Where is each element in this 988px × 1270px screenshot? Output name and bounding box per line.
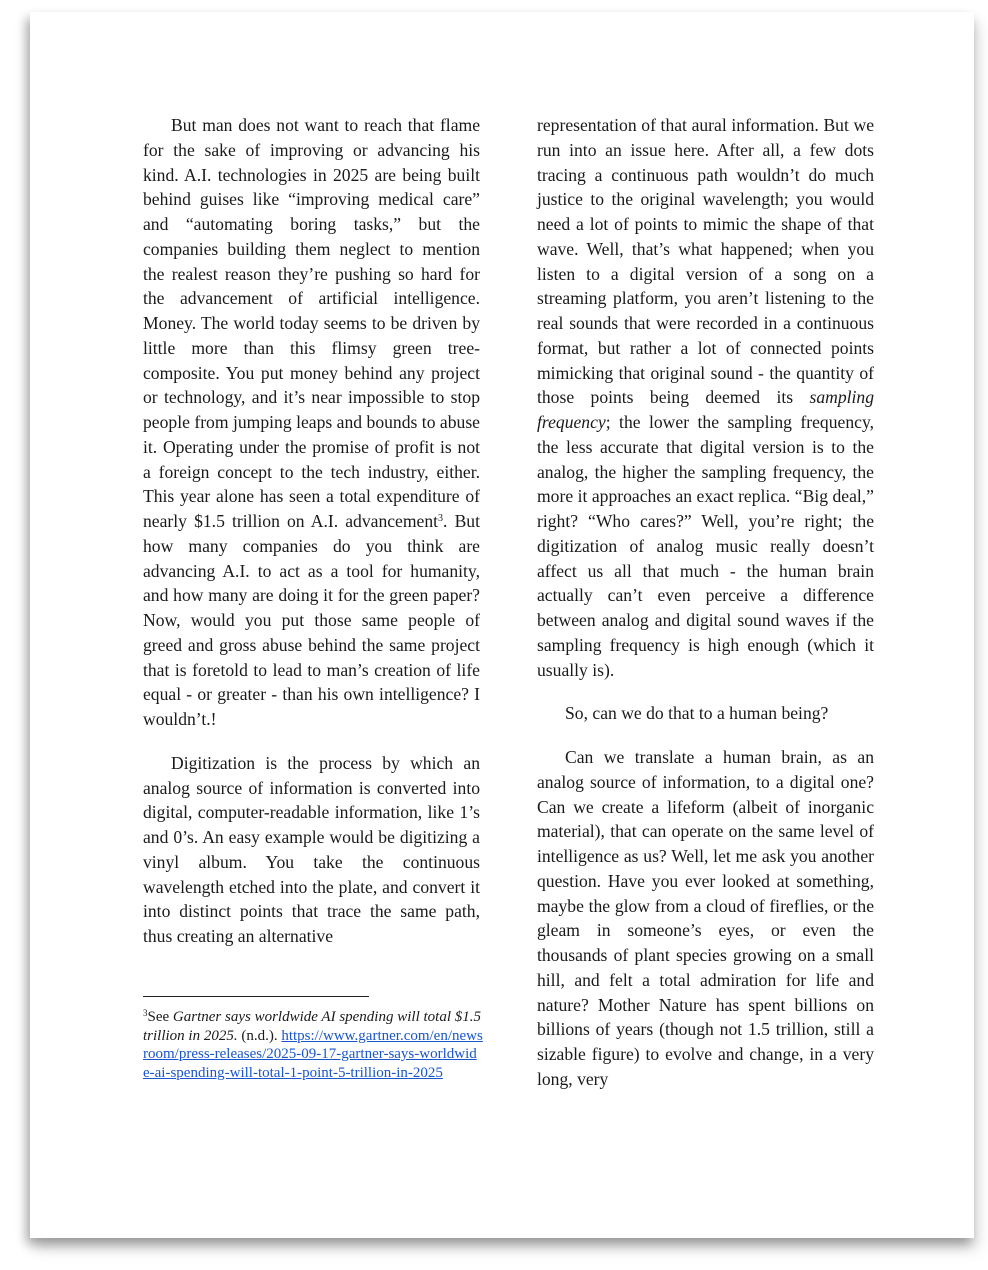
paragraph-translate-brain: Can we translate a human brain, as an analog source of information, to a digital one? Can we create a lifeform (albeit of inorganic material), that can operate on the same level of intelligence as us? Well, let me ask you another question. Have you ever looked at something, maybe the glow from a cloud of fireflies, or the gleam in someone’s eyes, or even the thousands of plant species growing on a small hill, and felt a total admiration for life and nature? Mother Nature has spent billions on billions of years (though not 1.5 trillion, still a sizable figure) to evolve and change, in a very long, very <box>537 747 874 1089</box>
paragraph-money: But man does not want to reach that flame for the sake of improving or advancing his kind. A.I. technologies in 2025 are being built behind guises like “improving medical care” and “automating boring tasks,” but the companies building them neglect to mention the realest reason they’re pushing so hard for the advancement of artificial intelligence. Money. The world today seems to be driven by little more than this flimsy green tree-composite. You put money behind any project or technology, and it’s near impossible to stop people from jumping leaps and bounds to abuse it. Operating under the promise of profit is not a foreign concept to the tech industry, either. This year alone has seen a total expenditure of nearly $1.5 trillion on A.I. advancement$^3$. But how many companies do you think are advancing A.I. to act as a tool for humanity, and how many are doing it for the green paper? Now, would you put those same people of greed and gross abuse behind the same project that is foretold to lead to man’s creation of life equal - or greater - than his own intelligence? I wouldn’t.! <box>143 115 480 729</box>
right-column <box>537 113 874 1092</box>
paragraph-question: So, can we do that to a human being? <box>565 703 829 724</box>
footnote-reference: 3 <box>438 513 444 524</box>
footnote-source-title: Gartner says worldwide AI spending will total $1.5 trillion in 2025. <box>143 1009 481 1044</box>
sampling-frequency-term: sampling frequency <box>537 387 874 432</box>
footnote-link[interactable]: https://www.gartner.com/en/newsroom/press-releases/2025-09-17-gartner-says-worldwide-ai-spending-will-total-1-point-5-trillion-in-2025 <box>143 1027 483 1081</box>
document-page <box>30 12 974 1238</box>
footnote-divider <box>143 996 369 997</box>
footnote-number: 3 <box>143 1008 148 1018</box>
paragraph-sampling: representation of that aural information. But we run into an issue here. After all, a few dots tracing a continuous path wouldn’t do much justice to the original wavelength; you would need a lot of points to mimic the shape of that wave. Well, that’s what happened; when you listen to a digital version of a song on a streaming platform, you aren’t listening to the real sounds that were recorded in a continuous format, but rather a lot of connected points mimicking that original sound - the quantity of those points being deemed its sampling frequency; the lower the sampling frequency, the less accurate that digital version is to the analog, the higher the sampling frequency, the more it approaches an exact replica. “Big deal,” right? “Who cares?” Well, you’re right; the digitization of analog music really doesn’t affect us all that much - the human brain actually can’t even perceive a difference between analog and digital sound waves if the sampling frequency is high enough (which it usually is). <box>537 115 874 680</box>
paragraph-digitization: Digitization is the process by which an analog source of information is converted into digital, computer-readable information, like 1’s and 0’s. An easy example would be digitizing a vinyl album. You take the continuous wavelength etched into the plate, and convert it into distinct points that trace the same path, thus creating an alternative <box>143 752 480 946</box>
footnote: $^3$See Gartner says worldwide AI spending will total $1.5 trillion in 2025. (n.d.). https://www.gartner.com/en/newsroom/press-releases/2025-09-17-gartner-says-worldwide-ai-spending-will-total-1-point-5-trillion-in-2025 <box>143 1008 483 1081</box>
left-column <box>143 113 480 949</box>
